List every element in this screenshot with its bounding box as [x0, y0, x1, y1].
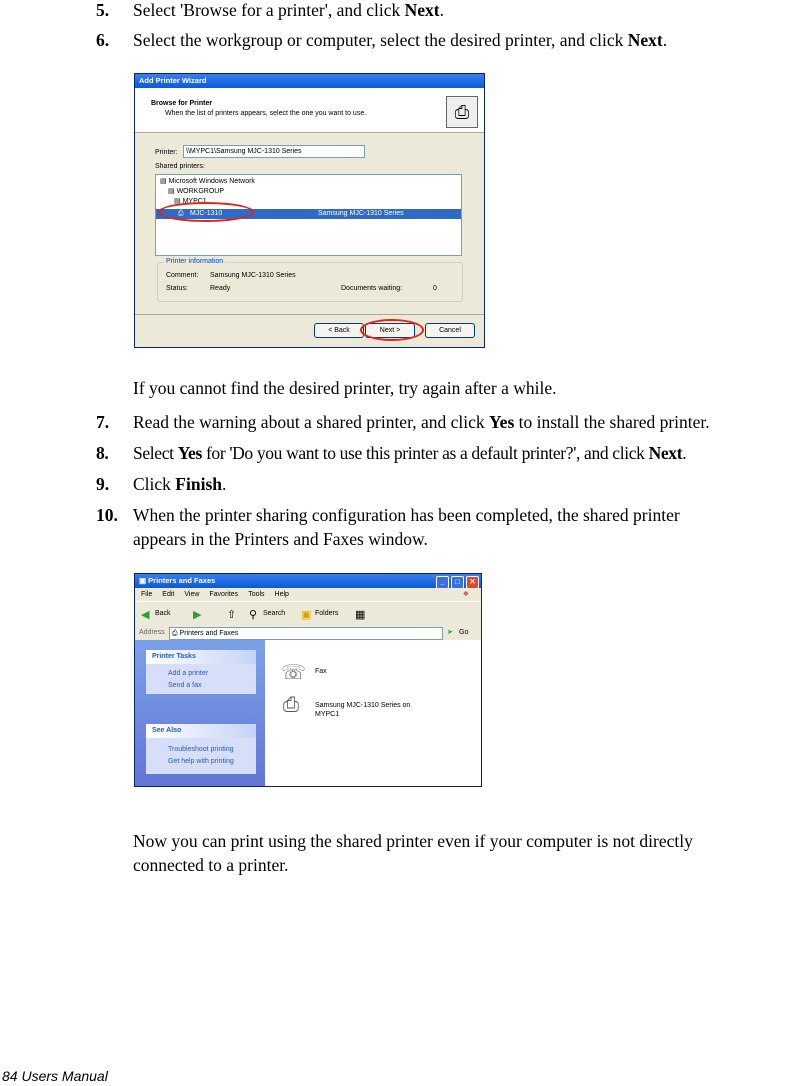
- address-label: Address: [139, 629, 165, 636]
- shared-printer-icon[interactable]: ⎙: [283, 694, 299, 716]
- step-text: appears in the Printers and Faxes window.: [133, 529, 428, 549]
- views-icon[interactable]: ▦: [355, 609, 366, 621]
- tree-label: Microsoft Windows Network: [168, 178, 255, 185]
- wizard-header: [135, 88, 484, 133]
- tree-item-network[interactable]: [160, 177, 255, 187]
- wizard-title: Add Printer Wizard: [135, 74, 484, 88]
- documents-waiting-label: Documents waiting:: [341, 285, 403, 292]
- step-text: Select 'Browse for a printer', and click: [133, 0, 405, 20]
- printer-tasks-panel: [146, 650, 256, 694]
- windows-logo-icon: ❖: [462, 591, 469, 598]
- back-label[interactable]: Back: [155, 610, 171, 617]
- step-bold-next: Next: [648, 443, 683, 463]
- tree-label: MYPC1: [182, 198, 207, 205]
- step-number: 10.: [96, 505, 118, 525]
- address-value: Printers and Faxes: [179, 630, 239, 637]
- comment-label: Comment:: [166, 272, 199, 279]
- documents-waiting-value: 0: [433, 285, 437, 292]
- task-pane: [135, 640, 265, 786]
- folder-icon: ▣: [139, 576, 149, 585]
- step-number: 5.: [96, 0, 110, 20]
- printer-icon: ⎙: [446, 96, 478, 128]
- wizard-heading: Browse for Printer: [151, 100, 213, 107]
- explorer-title-text: Printers and Faxes: [148, 576, 216, 585]
- shared-printer-label[interactable]: Samsung MJC-1310 Series on: [315, 702, 411, 709]
- folders-label[interactable]: Folders: [315, 610, 339, 617]
- printers-and-faxes-screenshot: [134, 573, 482, 787]
- shared-printer-host[interactable]: MYPC1: [315, 711, 340, 718]
- go-label[interactable]: Go: [459, 629, 469, 636]
- back-arrow-icon[interactable]: ◀: [141, 609, 150, 621]
- step-text: Click: [133, 474, 176, 494]
- wizard-divider: [135, 314, 484, 315]
- note-print-line1: Now you can print using the shared printer even if your computer is not directly: [133, 831, 693, 851]
- maximize-icon[interactable]: □: [451, 576, 464, 589]
- note-print-line2: connected to a printer.: [133, 855, 289, 875]
- network-icon: ▤: [160, 178, 169, 185]
- forward-arrow-icon[interactable]: ▶: [193, 609, 202, 621]
- step-text: Read the warning about a shared printer, and click: [133, 412, 489, 432]
- send-fax-link[interactable]: Send a fax: [168, 682, 202, 689]
- step-text-end: .: [439, 0, 444, 20]
- shared-printers-label: Shared printers:: [155, 163, 205, 170]
- printer-info-label: Printer information: [166, 258, 224, 265]
- see-also-title[interactable]: See Also: [146, 724, 256, 738]
- search-label[interactable]: Search: [263, 610, 286, 617]
- comment-value: Samsung MJC-1310 Series: [210, 272, 296, 279]
- add-printer-link[interactable]: Add a printer: [168, 670, 209, 677]
- tree-label: MJC-1310: [190, 210, 223, 217]
- add-printer-wizard-screenshot: [134, 73, 485, 348]
- address-input[interactable]: [169, 627, 443, 640]
- menu-tools[interactable]: Tools: [248, 591, 265, 598]
- note-retry: If you cannot find the desired printer, try again after a while.: [133, 378, 557, 398]
- step-text-end: .: [682, 443, 687, 463]
- menu-bar: [135, 588, 481, 601]
- step-text-end: to install the shared printer.: [514, 412, 710, 432]
- step-text: Select: [133, 443, 178, 463]
- get-help-link[interactable]: Get help with printing: [168, 758, 234, 765]
- menu-favorites[interactable]: Favorites: [209, 591, 239, 598]
- status-label: Status:: [166, 285, 188, 292]
- search-icon[interactable]: ⚲: [249, 609, 258, 621]
- menu-file[interactable]: File: [141, 591, 153, 598]
- go-arrow-icon[interactable]: ➤: [447, 629, 453, 636]
- fax-label[interactable]: Fax: [315, 668, 327, 675]
- printer-label: Printer:: [155, 149, 178, 156]
- back-button[interactable]: < Back: [314, 323, 364, 338]
- window-controls: [436, 575, 479, 589]
- step-text-end: .: [222, 474, 227, 494]
- address-bar: [135, 626, 481, 640]
- explorer-title: [135, 574, 481, 588]
- step-bold: Yes: [488, 412, 515, 432]
- step-number: 7.: [96, 412, 110, 432]
- step-bold: Finish: [175, 474, 222, 494]
- wizard-subheading: When the list of printers appears, select the one you want to use.: [165, 110, 367, 117]
- folders-icon[interactable]: ▣: [301, 609, 312, 621]
- printer-information-group: [157, 258, 463, 302]
- cancel-button[interactable]: Cancel: [425, 323, 475, 338]
- close-icon[interactable]: ✕: [466, 576, 479, 589]
- page-footer: 84 Users Manual: [2, 1068, 108, 1084]
- step-number: 9.: [96, 474, 110, 494]
- menu-help[interactable]: Help: [274, 591, 289, 598]
- highlight-circle-printer: [158, 202, 254, 222]
- minimize-icon[interactable]: _: [436, 576, 449, 589]
- highlight-circle-next: [360, 319, 424, 341]
- toolbar: [135, 601, 481, 627]
- troubleshoot-link[interactable]: Troubleshoot printing: [168, 746, 234, 753]
- up-folder-icon[interactable]: ⇧: [227, 609, 237, 621]
- computers-icon: ▤: [168, 188, 177, 195]
- step-text: Select the workgroup or computer, select the desired printer, and click: [133, 30, 628, 50]
- see-also-panel: [146, 724, 256, 774]
- status-value: Ready: [210, 285, 231, 292]
- step-bold: Next: [404, 0, 440, 20]
- menu-view[interactable]: View: [184, 591, 200, 598]
- step-text: When the printer sharing configuration has been completed, the shared printer: [133, 505, 680, 525]
- tree-comment: Samsung MJC-1310 Series: [318, 210, 404, 217]
- printer-tasks-title[interactable]: Printer Tasks: [146, 650, 256, 664]
- step-bold: Next: [627, 30, 663, 50]
- fax-icon[interactable]: ☏: [281, 662, 307, 684]
- printer-small-icon: ⎙: [178, 210, 184, 217]
- next-button[interactable]: Next >: [365, 323, 415, 338]
- step-bold: Yes: [177, 443, 202, 463]
- step-number: 8.: [96, 443, 109, 463]
- step-number: 6.: [96, 30, 110, 50]
- step-text-mid: for 'Do you want to use this printer as a default printer?', and click: [201, 443, 649, 463]
- printer-field[interactable]: \\MYPC1\Samsung MJC-1310 Series: [183, 145, 365, 158]
- tree-item-workgroup[interactable]: [168, 187, 224, 197]
- printers-folder-icon: ⎙: [172, 630, 180, 637]
- step-text-end: .: [662, 30, 668, 50]
- menu-edit[interactable]: Edit: [162, 591, 175, 598]
- computer-icon: ▤: [174, 198, 183, 205]
- tree-label: WORKGROUP: [176, 188, 225, 195]
